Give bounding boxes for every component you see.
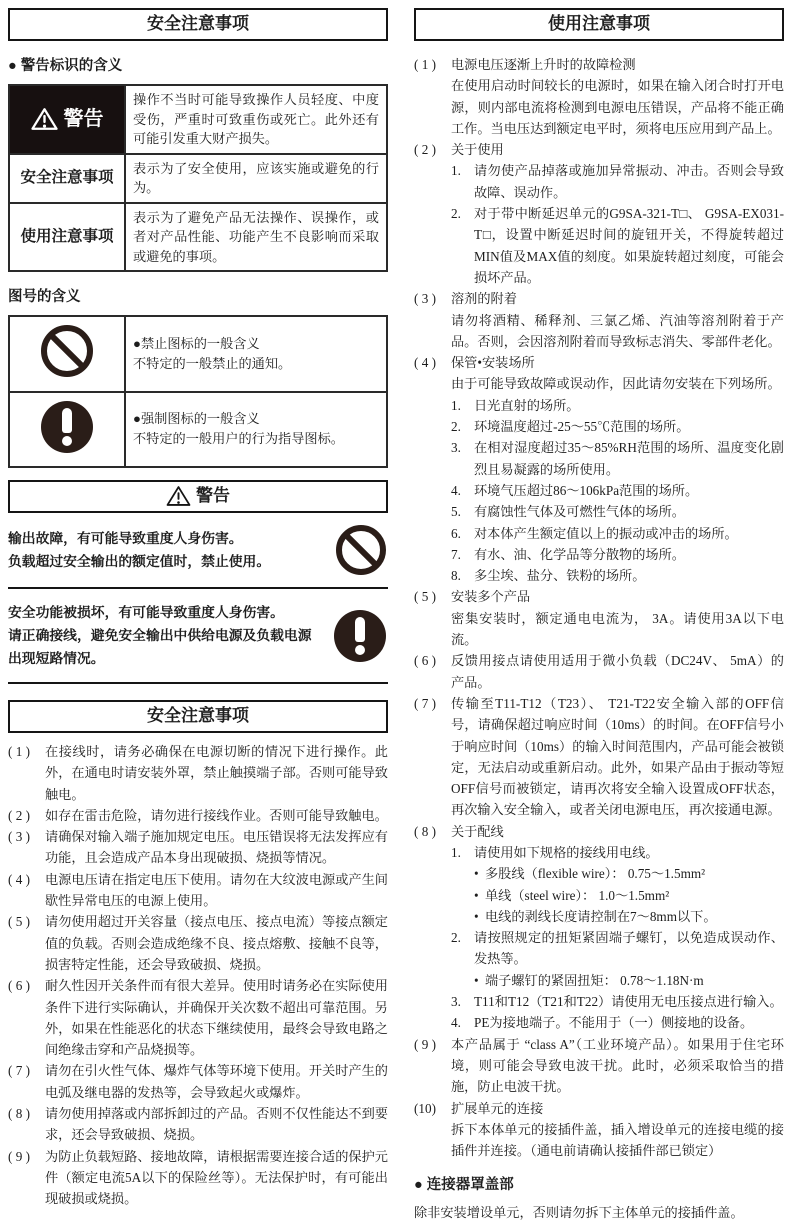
item-number: ( 1 ) <box>8 744 30 759</box>
warning-badge-label: 警告 <box>63 107 104 130</box>
sub-item <box>451 565 784 586</box>
sub-item <box>451 927 784 970</box>
warning-mark-table <box>8 84 388 272</box>
bullet-mark: • <box>474 887 479 903</box>
symbol-text: 不特定的一般禁止的通知。 <box>133 355 292 371</box>
item-number: ( 1 ) <box>414 57 436 72</box>
item-body <box>451 1098 784 1162</box>
usage-item <box>414 288 784 352</box>
warning-entry <box>8 513 388 587</box>
warning-entry <box>8 589 388 682</box>
safety-item <box>8 1146 388 1210</box>
item-number: ( 7 ) <box>414 695 436 711</box>
sub-item-text: 有腐蚀性气体及可燃性气体的场所。 <box>474 504 685 520</box>
sub-item-text: T11和T12（T21和T22）请使用无电压接点进行输入。 <box>474 994 783 1010</box>
warning-line: 输出故障，有可能导致重度人身伤害。 <box>8 531 243 546</box>
sub-item-number: 5. <box>451 504 461 520</box>
symbol-icon-cell <box>9 316 125 392</box>
warning-box-title: 警告 <box>196 486 230 505</box>
sub-item <box>451 437 784 480</box>
sub-item <box>451 160 784 203</box>
sub-item-text: 有水、油、化学品等分散物的场所。 <box>474 546 685 562</box>
item-number: ( 5 ) <box>8 914 30 930</box>
warning-header-box <box>8 480 388 513</box>
sub-item-number: 2. <box>451 419 461 435</box>
sub-item <box>451 842 784 863</box>
item-title: 关于配线 <box>451 823 504 839</box>
mark-label: 使用注意事项 <box>9 203 125 272</box>
symbol-table <box>8 315 388 468</box>
item-text: 由于可能导致故障或误动作，因此请勿安装在下列场所。 <box>451 376 781 392</box>
safety-item <box>8 805 388 826</box>
item-title: 溶剂的附着 <box>451 291 517 307</box>
sub-item-number: 7. <box>451 546 461 562</box>
bullet-text: 多股线（flexible wire）： 0.75～1.5mm² <box>485 866 706 882</box>
item-body <box>451 1034 784 1098</box>
item-text: 为防止负载短路、接地故障，请根据需要连接合适的保护元件（额定电流5A以下的保险丝等）。无法保护时，有可能出现破损或烧损。 <box>45 1148 388 1207</box>
left-column <box>8 8 388 1207</box>
bullet-mark: • <box>474 908 479 924</box>
item-text: 电源电压请在指定电压下使用。请勿在大纹波电源或产生间歇性异常电压的电源上使用。 <box>45 871 388 909</box>
warning-line: 请正确接线，避免安全输出中供给电源及负载电源出现短路情况。 <box>8 628 312 666</box>
symbol-text: 不特定的一般用户的行为指导图标。 <box>133 431 344 447</box>
item-body <box>451 139 784 288</box>
usage-item <box>414 1034 784 1098</box>
usage-item <box>414 1098 784 1162</box>
item-text: 如存在雷击危险，请勿进行接线作业。否则可能导致触电。 <box>45 807 388 823</box>
item-number: ( 2 ) <box>8 807 30 823</box>
usage-item <box>414 352 784 586</box>
warning-badge-cell <box>9 85 125 154</box>
sub-item-number: 1. <box>451 163 461 179</box>
usage-item <box>414 693 784 821</box>
sub-item <box>451 523 784 544</box>
sub-item-text: 环境温度超过-25～55℃范围的场所。 <box>474 419 690 435</box>
bullet-item <box>451 906 784 927</box>
warning-triangle-icon <box>166 485 191 507</box>
sub-item-number: 2. <box>451 206 461 222</box>
mark-label: 安全注意事项 <box>9 154 125 203</box>
safety-item <box>8 1060 388 1103</box>
warning-line: 安全功能被损坏，有可能导致重度人身伤害。 <box>8 605 284 620</box>
table-row <box>9 392 387 468</box>
item-text: 传输至T11-T12（T23）、 T21-T22安全输入部的OFF信号，请确保超过响应时间（10ms）的时间。在OFF信号小于响应时间（10ms）的输入时间范围内，产品可能会被锁定，无法启动或重新启动。此外，如果产品由于振动等短OFF信号而被锁定，请再次将安全输入设置成OFF状态，再次输入安全输入，或者关闭电源电压，再次接通电源。 <box>451 695 784 818</box>
item-body <box>451 54 784 139</box>
left-section-title: 安全注意事项 <box>147 14 249 33</box>
sub-item <box>451 991 784 1012</box>
usage-item <box>414 586 784 650</box>
sub-item-number: 1. <box>451 397 461 413</box>
item-body <box>451 352 784 586</box>
table-row <box>9 154 387 203</box>
item-number: ( 9 ) <box>414 1036 436 1052</box>
safety-item <box>8 975 388 1060</box>
warning-entry-text <box>8 527 324 573</box>
safety-title-box <box>8 700 388 733</box>
item-number: ( 4 ) <box>8 871 30 887</box>
item-number: ( 5 ) <box>414 589 436 605</box>
sub-item-text: 多尘埃、盐分、铁粉的场所。 <box>474 568 646 584</box>
item-text: 请勿在引火性气体、爆炸气体等环境下使用。开关时产生的电弧及继电器的发热等，会导致起火或爆炸。 <box>45 1063 388 1100</box>
sub-item-number: 3. <box>451 994 461 1010</box>
sub-item-text: PE为接地端子。不能用于（一）侧接地的设备。 <box>474 1015 754 1031</box>
sub-item-text: 对于带中断延迟单元的G9SA-321-T□、 G9SA-EX031-T□，设置中断延迟时间的旋钮开关，不得旋转超过MIN值及MAX值的刻度。如果旋转超过刻度，可能会损坏产品。 <box>474 206 784 285</box>
item-text: 本产品属于 “class A”（工业环境产品）。如果用于住宅环境，则可能会导致电波干扰。此时，必须采取恰当的措施，防止电波干扰。 <box>451 1036 784 1095</box>
bullet-text: 端子螺钉的紧固扭矩： 0.78～1.18N·m <box>485 972 704 988</box>
prohibition-icon <box>41 325 93 377</box>
table-row <box>9 203 387 272</box>
table-row <box>9 85 387 154</box>
bullet-item <box>451 863 784 884</box>
safety-item <box>8 1103 388 1146</box>
item-number: ( 4 ) <box>414 355 436 371</box>
item-text: 耐久性因开关条件而有很大差异。使用时请务必在实际使用条件下进行实际确认，并确保开关次数不超出可靠范围。另外，如果在性能恶化的状态下继续使用，最终会导致电路之间绝缘击穿和产品烧损等。 <box>45 978 388 1058</box>
item-number: ( 9 ) <box>8 1148 30 1164</box>
warning-badge <box>12 89 122 149</box>
prohibition-icon <box>336 525 386 575</box>
symbol-desc-cell <box>125 392 387 468</box>
connector-cover-text: 除非安装增设单元，否则请勿拆下主体单元的接插件盖。 <box>414 1205 744 1221</box>
item-text: 请确保对输入端子施加规定电压。电压错误将无法发挥应有功能，且会造成产品本身出现破损、烧损等情况。 <box>45 829 388 866</box>
sub-item-text: 在相对湿度超过35～85%RH范围的场所、温度变化剧烈且易凝露的场所使用。 <box>474 440 784 477</box>
warning-marks-heading: ● 警告标识的含义 <box>8 58 123 74</box>
warning-mark-text: 操作不当时可能导致操作人员轻度、中度受伤，严重时可致重伤或死亡。此外还有可能引发重大财产损失。 <box>125 85 387 154</box>
safety-item <box>8 741 388 805</box>
right-column <box>414 8 784 1221</box>
sub-item <box>451 203 784 288</box>
item-body <box>451 693 784 821</box>
item-body <box>451 821 784 1034</box>
item-body <box>451 650 784 693</box>
mandatory-icon <box>41 401 93 453</box>
item-text: 请勿将酒精、稀释剂、三氯乙烯、汽油等溶剂附着于产品。否则，会因溶剂附着而导致标志消失、零部件老化。 <box>451 312 784 349</box>
divider <box>8 682 388 684</box>
item-title: 保管•安装场所 <box>451 355 535 371</box>
sub-item-text: 请使用如下规格的接线用电线。 <box>474 844 659 860</box>
usage-item <box>414 821 784 1034</box>
bullet-mark: • <box>474 972 479 988</box>
sub-item-number: 4. <box>451 482 461 498</box>
symbol-title: ●强制图标的一般含义 <box>133 411 260 427</box>
table-row <box>9 316 387 392</box>
sub-item <box>451 1012 784 1033</box>
mark-text: 表示为了避免产品无法操作、误操作，或者对产品性能、功能产生不良影响而采取或避免的事项。 <box>125 203 387 272</box>
usage-item <box>414 650 784 693</box>
item-number: ( 3 ) <box>414 291 436 307</box>
item-number: ( 7 ) <box>8 1063 30 1079</box>
sub-item <box>451 480 784 501</box>
sub-item-number: 8. <box>451 568 461 584</box>
item-text: 在使用启动时间较长的电源时，如果在输入闭合时打开电源，则内部电流将检测到电源电压错误，产品将不能正确工作。当电压达到额定电平时，须将电压应用到产品上。 <box>451 78 784 136</box>
item-number: ( 6 ) <box>414 653 436 669</box>
item-number: ( 2 ) <box>414 142 436 158</box>
sub-item-text: 请按照规定的扭矩紧固端子螺钉，以免造成误动作、发热等。 <box>474 930 784 967</box>
item-number: ( 6 ) <box>8 978 30 994</box>
mark-text: 表示为了安全使用，应该实施或避免的行为。 <box>125 154 387 203</box>
warning-line: 负载超过安全输出的额定值时，禁止使用。 <box>8 554 271 569</box>
bullet-mark: • <box>474 866 479 882</box>
warning-entry-text <box>8 601 322 670</box>
item-text: 请勿使用掉落或内部拆卸过的产品。否则不仅性能达不到要求，还会导致破损、烧损。 <box>45 1106 388 1143</box>
sub-item-number: 4. <box>451 1015 461 1031</box>
usage-item <box>414 139 784 288</box>
bullet-item <box>451 885 784 906</box>
item-text: 反馈用接点请使用适用于微小负载（DC24V、 5mA）的产品。 <box>451 653 784 690</box>
sub-item-text: 对本体产生额定值以上的振动或冲击的场所。 <box>474 525 738 541</box>
sub-item-text: 环境气压超过86～106kPa范围的场所。 <box>474 482 699 498</box>
sub-item-number: 6. <box>451 525 461 541</box>
bullet-text: 单线（steel wire）： 1.0～1.5mm² <box>485 887 670 903</box>
right-section-title: 使用注意事项 <box>548 14 650 33</box>
sub-item-number: 1. <box>451 844 461 860</box>
sub-item-number: 3. <box>451 440 461 456</box>
item-title: 关于使用 <box>451 142 504 158</box>
sub-item <box>451 544 784 565</box>
sub-item <box>451 416 784 437</box>
sub-item <box>451 395 784 416</box>
item-body <box>451 586 784 650</box>
item-text: 在接线时，请务必确保在电源切断的情况下进行操作。此外，在通电时请安装外罩，禁止触摸端子部。否则可能导致触电。 <box>45 744 388 802</box>
sub-item-number: 2. <box>451 930 461 946</box>
item-body <box>451 288 784 352</box>
right-section-title-box <box>414 8 784 41</box>
item-text: 拆下本体单元的接插件盖，插入增设单元的连接电缆的接插件并连接。（通电前请确认接插件部已锁定） <box>451 1121 784 1159</box>
sub-item-text: 请勿使产品掉落或施加异常振动、冲击。否则会导致故障、误动作。 <box>474 163 784 200</box>
left-section-title-box <box>8 8 388 41</box>
item-number: ( 3 ) <box>8 829 30 845</box>
sub-item <box>451 501 784 522</box>
safety-item <box>8 869 388 912</box>
symbol-desc-cell <box>125 316 387 392</box>
warning-triangle-icon <box>31 107 58 131</box>
connector-cover-heading: ● 连接器罩盖部 <box>414 1177 514 1194</box>
mandatory-icon <box>334 610 386 662</box>
sub-item-text: 日光直射的场所。 <box>474 397 580 413</box>
item-number: (10) <box>414 1100 436 1116</box>
safety-item <box>8 911 388 975</box>
symbol-title: ●禁止图标的一般含义 <box>133 335 260 351</box>
bullet-item <box>451 970 784 991</box>
symbol-heading: 图号的含义 <box>8 289 81 305</box>
bullet-text: 电线的剥线长度请控制在7～8mm以下。 <box>485 908 717 924</box>
item-title: 扩展单元的连接 <box>451 1100 544 1116</box>
item-number: ( 8 ) <box>8 1106 30 1122</box>
safety-item <box>8 826 388 869</box>
item-text: 请勿使用超过开关容量（接点电压、接点电流）等接点额定值的负载。否则会造成绝缘不良、接点熔敷、接触不良等，损害特定性能，还会导致破损、烧损。 <box>45 914 388 972</box>
item-title: 安装多个产品 <box>451 589 531 605</box>
item-text: 密集安装时，额定通电电流为， 3A。请使用3A以下电流。 <box>451 610 784 648</box>
item-title: 电源电压逐渐上升时的故障检测 <box>451 57 636 72</box>
item-number: ( 8 ) <box>414 823 436 839</box>
symbol-icon-cell <box>9 392 125 468</box>
safety-title: 安全注意事项 <box>147 706 249 725</box>
usage-item <box>414 54 784 139</box>
